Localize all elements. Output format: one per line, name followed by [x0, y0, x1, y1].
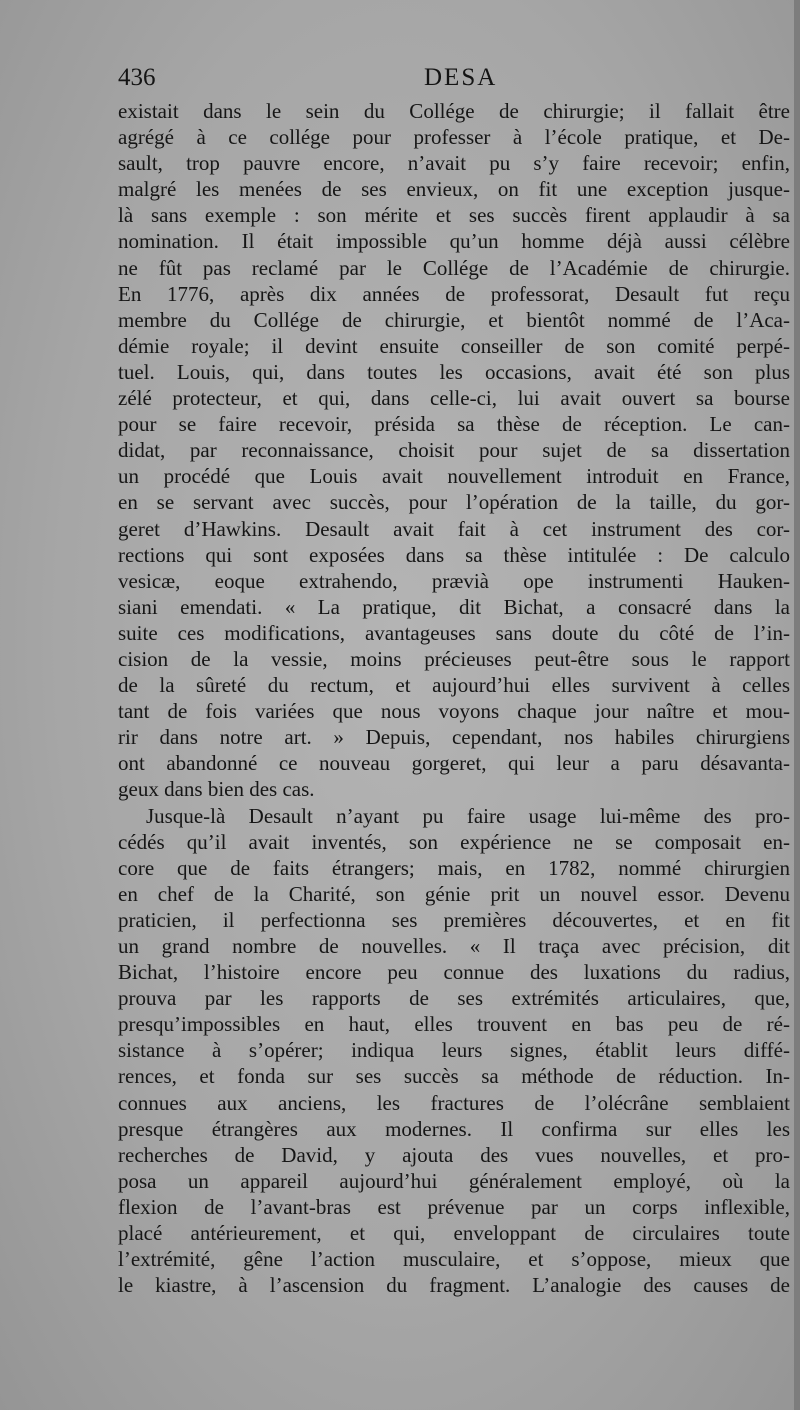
text-line: suite ces modifications, avantageuses sans doute du côté de l’in- — [118, 620, 790, 645]
text-line: démie royale; il devint ensuite conseiller de son comité perpé- — [118, 333, 790, 358]
text-line: recherches de David, y ajouta des vues nouvelles, et pro- — [118, 1142, 790, 1167]
text-line: tant de fois variées que nous voyons chaque jour naître et mou- — [118, 699, 790, 724]
text-line: En 1776, après dix années de professorat, Desault fut reçu — [118, 281, 790, 306]
text-line: presqu’impossibles en haut, elles trouvent en bas peu de ré- — [118, 1012, 790, 1037]
text-line: zélé protecteur, et qui, dans celle-ci, lui avait ouvert sa bourse — [118, 386, 790, 411]
text-line: de la sûreté du rectum, et aujourd’hui elles survivent à celles — [118, 673, 790, 698]
text-line: Jusque-là Desault n’ayant pu faire usage lui-même des pro- — [146, 803, 790, 828]
text-line: un procédé que Louis avait nouvellement introduit en France, — [118, 464, 790, 489]
text-line: existait dans le sein du Collége de chirurgie; il fallait être — [118, 99, 790, 123]
text-line: cédés qu’il avait inventés, son expérience ne se composait en- — [118, 829, 790, 854]
text-line: cision de la vessie, moins précieuses peut-être sous le rapport — [118, 646, 790, 671]
page-header — [118, 64, 790, 96]
text-line: presque étrangères aux modernes. Il confirma sur elles les — [118, 1116, 790, 1141]
text-line: tuel. Louis, qui, dans toutes les occasions, avait été son plus — [118, 359, 790, 384]
text-line: en chef de la Charité, son génie prit un nouvel essor. Devenu — [118, 881, 790, 906]
running-head: DESA — [424, 64, 498, 91]
text-line: sault, trop pauvre encore, n’avait pu s’y faire recevoir; enfin, — [118, 151, 790, 176]
text-line: flexion de l’avant-bras est prévenue par un corps inflexible, — [118, 1194, 790, 1219]
text-line: le kiastre, à l’ascension du fragment. L’analogie des causes de — [118, 1273, 790, 1298]
text-line: ont abandonné ce nouveau gorgeret, qui leur a paru désavanta- — [118, 751, 790, 776]
text-line: rences, et fonda sur ses succès sa méthode de réduction. In- — [118, 1064, 790, 1089]
text-line: agrégé à ce collége pour professer à l’école pratique, et De- — [118, 125, 790, 150]
text-line: core que de faits étrangers; mais, en 1782, nommé chirurgien — [118, 855, 790, 880]
text-line: nomination. Il était impossible qu’un homme déjà aussi célèbre — [118, 229, 790, 254]
text-line: praticien, il perfectionna ses premières découvertes, et en fit — [118, 907, 790, 932]
text-line: Bichat, l’histoire encore peu connue des luxations du radius, — [118, 960, 790, 985]
text-line: geux dans bien des cas. — [118, 777, 315, 802]
text-line: rections qui sont exposées dans sa thèse intitulée : De calculo — [118, 542, 790, 567]
text-line: placé antérieurement, et qui, enveloppant de circulaires toute — [118, 1221, 790, 1246]
text-line: pour se faire recevoir, présida sa thèse de réception. Le can- — [118, 412, 790, 437]
text-line: sistance à s’opérer; indiqua leurs signes, établit leurs diffé- — [118, 1038, 790, 1063]
text-line: membre du Collége de chirurgie, et bientôt nommé de l’Aca- — [118, 307, 790, 332]
text-line: en se servant avec succès, pour l’opération de la taille, du gor- — [118, 490, 790, 515]
text-line: un grand nombre de nouvelles. « Il traça avec précision, dit — [118, 934, 790, 958]
text-line: malgré les menées de ses envieux, on fit une exception jusque- — [118, 177, 790, 202]
body-text — [118, 98, 790, 1298]
text-line: geret d’Hawkins. Desault avait fait à cet instrument des cor- — [118, 516, 790, 541]
text-line: là sans exemple : son mérite et ses succès firent applaudir à sa — [118, 203, 790, 228]
text-line: didat, par reconnaissance, choisit pour sujet de sa dissertation — [118, 438, 790, 463]
text-line: posa un appareil aujourd’hui généralement employé, où la — [118, 1168, 790, 1193]
page-number: 436 — [118, 64, 156, 91]
text-line: vesicæ, eoque extrahendo, prævià ope instrumenti Hauken- — [118, 568, 790, 593]
text-line: connues aux anciens, les fractures de l’olécrâne semblaient — [118, 1090, 790, 1115]
text-line: siani emendati. « La pratique, dit Bichat, a consacré dans la — [118, 594, 790, 619]
page-edge-shadow — [794, 0, 800, 1410]
text-line: ne fût pas reclamé par le Collége de l’Académie de chirurgie. — [118, 255, 790, 280]
text-line: l’extrémité, gêne l’action musculaire, et s’oppose, mieux que — [118, 1247, 790, 1272]
text-line: prouva par les rapports de ses extrémités articulaires, que, — [118, 986, 790, 1011]
text-line: rir dans notre art. » Depuis, cependant, nos habiles chirurgiens — [118, 725, 790, 750]
